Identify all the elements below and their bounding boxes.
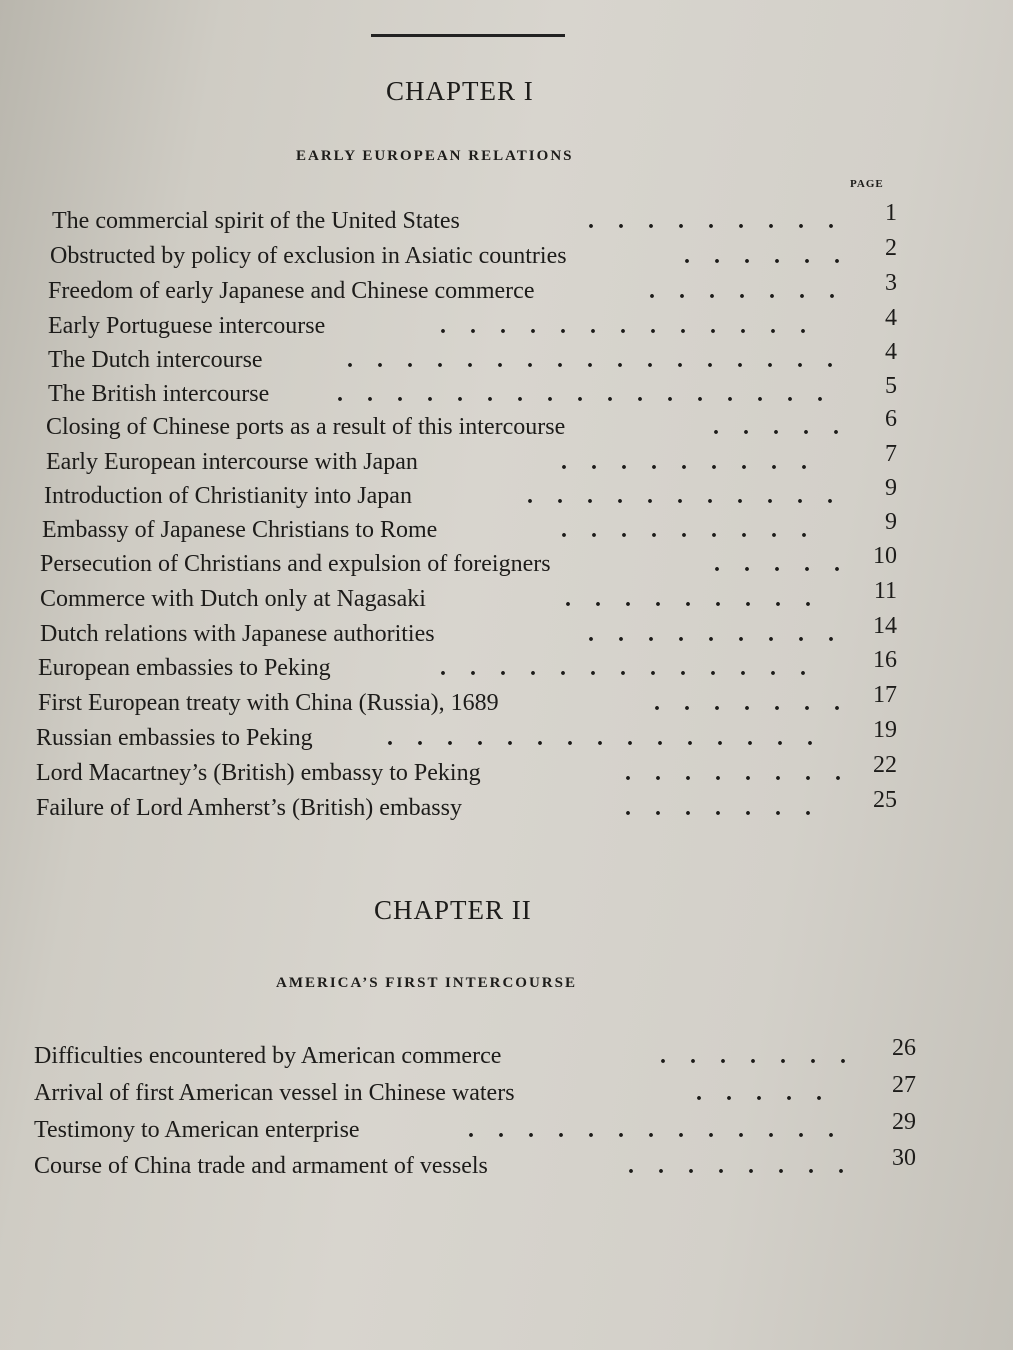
toc-entry-title: Difficulties encountered by American commerce [34, 1043, 502, 1069]
toc-entry [48, 373, 897, 415]
toc-entry [42, 509, 897, 551]
toc-entry-title: Dutch relations with Japanese authorities [40, 621, 435, 647]
toc-entry [40, 613, 897, 655]
dot-leader: ...... [684, 243, 864, 269]
page-column-label: PAGE [850, 178, 884, 190]
toc-entry [52, 200, 897, 242]
dot-leader: ....... [660, 1043, 870, 1069]
toc-entry [36, 717, 897, 759]
toc-entry [46, 406, 897, 448]
dot-leader: ..... [696, 1080, 846, 1106]
toc-entry-page: 9 [885, 509, 897, 535]
toc-entry [38, 682, 897, 724]
toc-entry-page: 4 [885, 305, 897, 331]
toc-entry [46, 441, 897, 483]
toc-entry-page: 7 [885, 441, 897, 467]
dot-leader: ..... [713, 414, 863, 440]
toc-entry [36, 752, 897, 794]
toc-entry-page: 1 [885, 200, 897, 226]
toc-entry [48, 339, 897, 381]
top-rule [371, 34, 565, 37]
dot-leader: ..... [714, 551, 864, 577]
toc-entry-title: Closing of Chinese ports as a result of this intercourse [46, 414, 566, 440]
toc-entry-page: 25 [873, 787, 897, 813]
toc-entry-page: 14 [873, 613, 897, 639]
toc-entry-page: 6 [885, 406, 897, 432]
toc-entry-title: Testimony to American enterprise [34, 1117, 360, 1143]
dot-leader: ......... [565, 586, 835, 612]
toc-entry-title: European embassies to Peking [38, 655, 331, 681]
toc-entry-title: Course of China trade and armament of vessels [34, 1153, 488, 1179]
toc-entry-title: Early Portuguese intercourse [48, 313, 326, 339]
chapter-2-heading: CHAPTER II [374, 895, 532, 925]
dot-leader: ......... [588, 208, 858, 234]
toc-entry-title: The Dutch intercourse [48, 347, 263, 373]
toc-entry-title: Introduction of Christianity into Japan [44, 483, 412, 509]
dot-leader: ................. [347, 347, 857, 373]
toc-entry [44, 475, 897, 517]
dot-leader: ................. [337, 381, 847, 407]
dot-leader: ........... [527, 483, 857, 509]
toc-entry-page: 5 [885, 373, 897, 399]
dot-leader: ............... [387, 725, 837, 751]
chapter-2-subtitle: AMERICA’S FIRST INTERCOURSE [276, 975, 577, 991]
toc-entry-title: Lord Macartney’s (British) embassy to Peking [36, 760, 481, 786]
toc-entry-page: 29 [892, 1109, 916, 1135]
dot-leader: ........ [625, 760, 865, 786]
toc-entry-title: First European treaty with China (Russia), 1689 [38, 690, 499, 716]
toc-entry [34, 1035, 916, 1077]
toc-entry-title: Embassy of Japanese Christians to Rome [42, 517, 438, 543]
toc-entry-title: The British intercourse [48, 381, 270, 407]
toc-entry-title: Russian embassies to Peking [36, 725, 313, 751]
toc-entry [48, 270, 897, 312]
toc-entry-title: Persecution of Christians and expulsion of foreigners [40, 551, 551, 577]
toc-entry-page: 9 [885, 475, 897, 501]
toc-entry-title: The commercial spirit of the United States [52, 208, 460, 234]
toc-entry-page: 27 [892, 1072, 916, 1098]
toc-entry [34, 1072, 916, 1114]
toc-entry-title: Commerce with Dutch only at Nagasaki [40, 586, 426, 612]
dot-leader: ........ [628, 1153, 868, 1179]
toc-entry [40, 578, 897, 620]
toc-entry [40, 543, 897, 585]
dot-leader: ....... [625, 795, 835, 821]
toc-entry [50, 235, 897, 277]
toc-entry-page: 22 [873, 752, 897, 778]
dot-leader: ......... [588, 621, 858, 647]
toc-entry-page: 19 [873, 717, 897, 743]
toc-entry [38, 647, 897, 689]
dot-leader: ......... [561, 517, 831, 543]
dot-leader: ......... [561, 449, 831, 475]
chapter-1-heading: CHAPTER I [386, 76, 534, 106]
chapter-1-subtitle: EARLY EUROPEAN RELATIONS [296, 148, 574, 164]
toc-entry [36, 787, 897, 829]
toc-entry-title: Obstructed by policy of exclusion in Asiatic countries [50, 243, 567, 269]
toc-entry-page: 30 [892, 1145, 916, 1171]
dot-leader: ............. [440, 313, 830, 339]
toc-entry-page: 17 [873, 682, 897, 708]
toc-entry-title: Failure of Lord Amherst’s (British) embassy [36, 795, 462, 821]
toc-entry-page: 4 [885, 339, 897, 365]
toc-entry-page: 11 [873, 578, 897, 604]
toc-entry-page: 10 [873, 543, 897, 569]
toc-entry-page: 3 [885, 270, 897, 296]
toc-entry [34, 1109, 916, 1151]
toc-entry-page: 2 [885, 235, 897, 261]
dot-leader: ....... [649, 278, 859, 304]
dot-leader: ............. [440, 655, 830, 681]
toc-entry-title: Arrival of first American vessel in Chinese waters [34, 1080, 515, 1106]
toc-entry-title: Early European intercourse with Japan [46, 449, 418, 475]
toc-entry-title: Freedom of early Japanese and Chinese commerce [48, 278, 535, 304]
toc-entry-page: 26 [892, 1035, 916, 1061]
toc-entry [34, 1145, 916, 1187]
toc-entry-page: 16 [873, 647, 897, 673]
dot-leader: ............. [468, 1117, 858, 1143]
toc-entry [48, 305, 897, 347]
dot-leader: ....... [654, 690, 864, 716]
